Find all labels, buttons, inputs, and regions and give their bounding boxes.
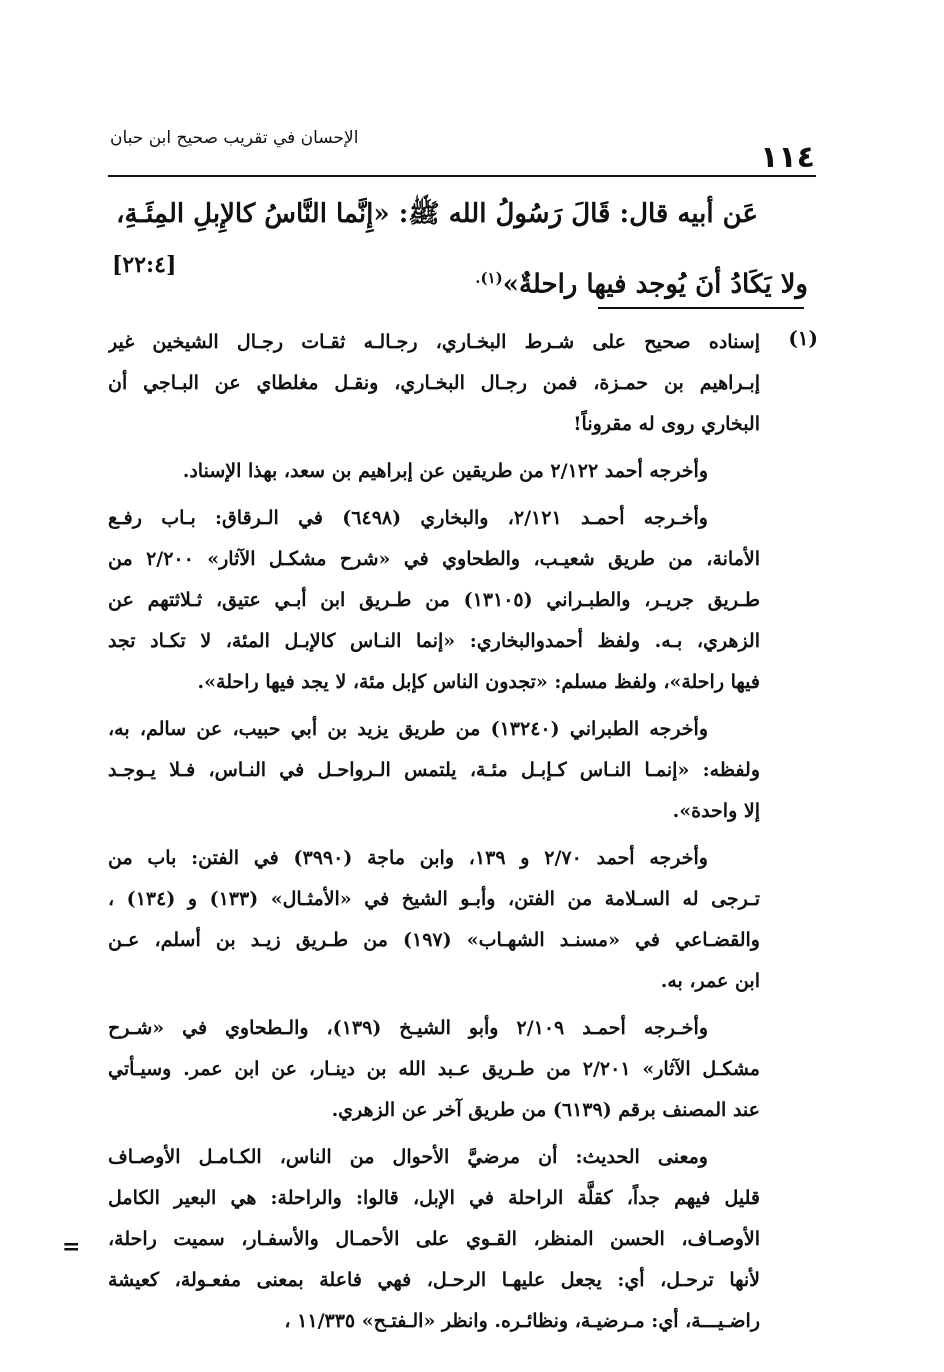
footnote-line: إلا واحدة». (672, 800, 760, 822)
footnote-paragraph (108, 1137, 760, 1342)
footnote-paragraph (108, 709, 760, 832)
footnote-line: الأمانة، من طريق شعيـب، والطحاوي في «شرح مشكـل الآثار» ٢/٢٠٠ من (108, 548, 760, 570)
footnote-line: البخاري روى له مقروناً! (573, 413, 760, 435)
footnote-line: إسناده صحيح على شـرط البخـاري، رجـالـه ثقـات رجـال الشيخين غير (108, 331, 760, 353)
footnote-line: الأوصـاف، الحسن المنظر، القـوي على الأحمـال والأسفـار، سميت راحلة، (108, 1228, 760, 1250)
footnote-body (108, 322, 760, 1348)
footnote-line: فيها راحلة»، ولفظ مسلم: «تجدون الناس كإبل مئة، لا يجد فيها راحلة». (197, 671, 760, 693)
footnote-line: وأخرجه الطبراني (١٣٢٤٠) من طريق يزيد بن أبي حبيب، عن سالم، به، (108, 718, 709, 740)
hadith-line: عَن أبيه قال: قَالَ رَسُولُ الله ﷺ: «إِنَّما النَّاسُ كالإِبلِ المِئَـةِ، (116, 199, 758, 229)
header-rule (108, 175, 816, 177)
footnote-line: وأخـرجه أحمـد ٢/١٢١، والبخاري (٦٤٩٨) في الـرقاق: بـاب رفـع (108, 507, 708, 529)
footnote-paragraph (108, 322, 760, 445)
hadith-line (108, 256, 808, 320)
footnote-line: قليل فيهم جداً، كقلَّة الراحلة في الإبل، قالوا: والراحلة: هي البعير الكامل (108, 1187, 760, 1209)
footnote-line: وأخرجه أحمد ٢/٧٠ و ١٣٩، وابن ماجة (٣٩٩٠) في الفتن: باب من (108, 847, 708, 869)
footnote-line: ومعنى الحديث: أن مرضيَّ الأحوال من الناس، الكـامـل الأوصـاف (108, 1146, 708, 1168)
footnote-paragraph (108, 1008, 760, 1131)
footnote-line: ابن عمر، به. (660, 970, 760, 992)
hadith-text (108, 192, 808, 320)
footnote-paragraph (108, 498, 760, 703)
footnote-paragraph (108, 838, 760, 1002)
page-number: ١١٤ (760, 140, 815, 175)
footnote-line: لأنها ترحـل، أي: يجعل عليهـا الرحـل، فهي فاعلة بمعنى مفعـولة، كعيشة (108, 1269, 760, 1291)
footnote-line: تـرجى له السـلامة من الفتن، وأبـو الشيخ في «الأمثـال» (١٣٣) و (١٣٤) ، (108, 888, 760, 910)
footnote-line: ولفظه: «إنمـا النـاس كـإبـل مئـة، يلتمس الـرواحـل في النـاس، فـلا يـوجـد (108, 759, 760, 781)
footnote-reference: (١). (475, 269, 503, 287)
footnote-line: الزهري، بـه. ولفظ أحمدوالبخاري: «إنما النـاس كالإبـل المئة، لا تكـاد تجد (108, 630, 760, 652)
footnote-line: والقضـاعي في «مسنـد الشهـاب» (١٩٧) من طـريق زيـد بن أسلم، عـن (108, 929, 760, 951)
continuation-mark: = (62, 1234, 81, 1260)
footnote-line: راضـيـــة، أي: مـرضيـة، ونظائـره. وانظر «الـفتـح» ١١/٣٣٥ ، (284, 1310, 760, 1332)
footnote-marker: (١) (788, 326, 818, 350)
hadith-line-text: ولا يَكَادُ أنَ يُوجد فيها راحلةٌ» (502, 269, 808, 300)
footnote-line: إبـراهيم بن حمـزة، فمن رجـال البخـاري، ونقـل مغلطاي عن البـاجي أن (108, 372, 760, 394)
footnote-line: عند المصنف برقم (٦١٣٩) من طريق آخر عن الزهري. (331, 1099, 760, 1121)
running-title: الإحسان في تقريب صحيح ابن حبان (110, 128, 359, 148)
footnote-line: وأخـرجه أحمـد ٢/١٠٩ وأبو الشيـخ (١٣٩)، والـطحاوي في «شـرح (108, 1017, 708, 1039)
footnote-line: مشكـل الآثار» ٢/٢٠١ من طـريق عـبد الله بن دينـار، عن ابن عمر. وسيـأتي (108, 1058, 760, 1080)
footnote-line: طـريق جريـر، والطبـراني (١٣١٠٥) من طـريق ابن أبـي عتيق، ثـلاثتهم عن (108, 589, 760, 611)
volume-page-reference: [٢٢:٤] (112, 252, 177, 278)
footnote-separator (598, 307, 804, 309)
footnote-paragraph (108, 451, 760, 492)
footnote-line: وأخرجه أحمد ٢/١٢٢ من طريقين عن إبراهيم بن سعد، بهذا الإسناد. (182, 460, 708, 482)
